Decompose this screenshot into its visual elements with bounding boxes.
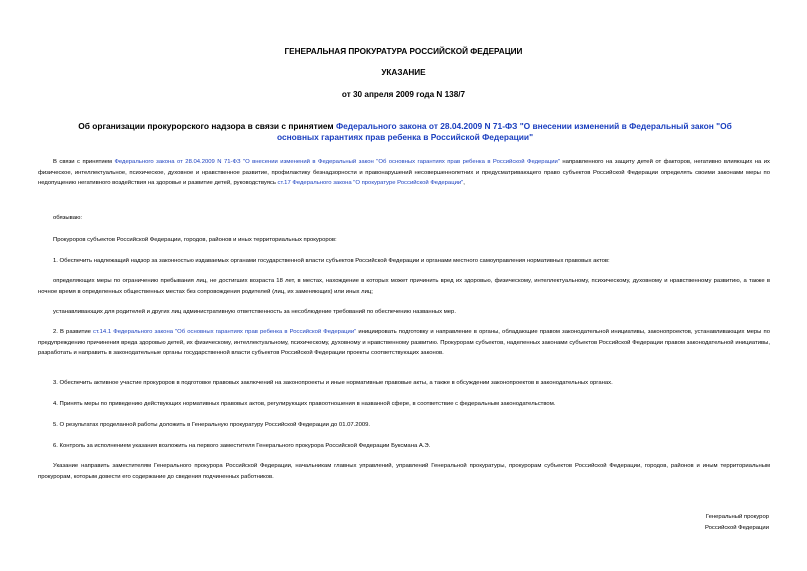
signature-line-1: Генеральный прокурор xyxy=(705,514,769,520)
paragraph-distribution: Указание направить заместителям Генерального прокурора Российской Федерации, начальникам главных управлений, управлений Генеральной прокуратуры, прокурорам субъектов Российской Федерации, городов, районов и иным территориальным прокурорам, которым довести его содержание до сведения подчиненных работников. xyxy=(38,463,770,480)
title-prefix: Об организации прокурорского надзора в связи с принятием xyxy=(78,121,336,131)
doc-date-number: от 30 апреля 2009 года N 138/7 xyxy=(341,90,466,99)
paragraph-item-6: 6. Контроль за исполнением указания возложить на первого заместителя Генерального прокурора Российской Федерации Буксмана А.Э. xyxy=(53,443,431,449)
item2-before: 2. В развитие xyxy=(53,329,94,335)
intro-law-link[interactable]: Федерального закона от 28.04.2009 N 71-ФЗ "О внесении изменений в Федеральный закон "Об основных гарантиях прав ребенка в Российской Федерации" xyxy=(114,159,560,165)
paragraph-item-4: 4. Принять меры по приведению действующих нормативных правовых актов, регулирующих правоотношения в названной сфере, в соответствие с федеральным законодательством. xyxy=(53,401,556,407)
doc-type: УКАЗАНИЕ xyxy=(381,68,426,77)
signature-line-2: Российской Федерации xyxy=(704,525,769,531)
intro-before: В связи с принятием xyxy=(53,159,115,165)
intro-prosecution-law-link[interactable]: ст.17 Федерального закона "О прокуратуре Российской Федерации" xyxy=(277,180,464,186)
paragraph-item-1-a: определяющих меры по ограничению пребывания лиц, не достигших возраста 18 лет, в местах, нахождение в которых может причинить вред их здоровью, физическому, интеллектуальному, психическому, духовному и нравственному развитию, а также в ночное время в определенных общественных местах без сопровождения родителей (лиц, их заменяющих) или иных лиц; xyxy=(38,278,770,295)
paragraph-item-3: 3. Обеспечить активное участие прокуроров в подготовке правовых заключений на законопроекты и иные нормативные правовые акты, а также в обсуждении законопроектов в законодательных органах. xyxy=(53,380,613,386)
paragraph-item-1-b: устанавливающих для родителей и других лиц административную ответственность за несоблюдение требований по обеспечению названных мер. xyxy=(53,309,456,315)
org-name: ГЕНЕРАЛЬНАЯ ПРОКУРАТУРА РОССИЙСКОЙ ФЕДЕРАЦИИ xyxy=(284,47,523,56)
paragraph-item-5: 5. О результатах проделанной работы доложить в Генеральную прокуратуру Российской Федерации до 01.07.2009. xyxy=(53,422,371,428)
paragraph-intro xyxy=(38,157,770,189)
item2-law-link[interactable]: ст.14.1 Федерального закона "Об основных гарантиях прав ребенка в Российской Федерации" xyxy=(93,329,357,335)
title-law-link[interactable]: Федерального закона от 28.04.2009 N 71-ФЗ "О внесении изменений в Федеральный закон "Об основных гарантиях прав ребенка в Российской Федерации" xyxy=(276,121,732,142)
paragraph-obligate: обязываю: xyxy=(53,215,83,221)
paragraph-item-2 xyxy=(38,327,770,359)
intro-after: , xyxy=(463,180,465,186)
paragraph-prosecutors: Прокуроров субъектов Российской Федерации, городов, районов и иных территориальных прокуроров: xyxy=(53,237,337,243)
paragraph-item-1: 1. Обеспечить надлежащий надзор за законностью издаваемых органами государственной власти субъектов Российской Федерации и органами местного самоуправления нормативных правовых актов: xyxy=(53,258,610,264)
doc-title xyxy=(60,121,750,143)
intro-middle: направленного на защиту детей от факторов, негативно влияющих на их физическое, интеллектуальное, психическое, духовное и нравственное развитие, профилактику безнадзорности и правонарушений несовершеннолетних и предусматривающего право субъектов Российской Федерации определять своими законами меры по недопущению негативного воздействия на здоровье и развитие детей, руководствуясь xyxy=(38,159,770,186)
item2-after: инициировать подготовку и направление в органы, обладающие правом законодательной инициативы, законопроектов, устанавливающих меры по предупреждению причинения вреда здоровью детей, их физическому, интеллектуальному, психическому, духовному и нравственному развитию. Прокурорам субъектов, наделенных законами субъектов Российской Федерации правом законодательной инициативы, разработать и направить в законодательные органы государственной власти субъектов Российской Федерации проекты соответствующих законов. xyxy=(38,329,770,356)
